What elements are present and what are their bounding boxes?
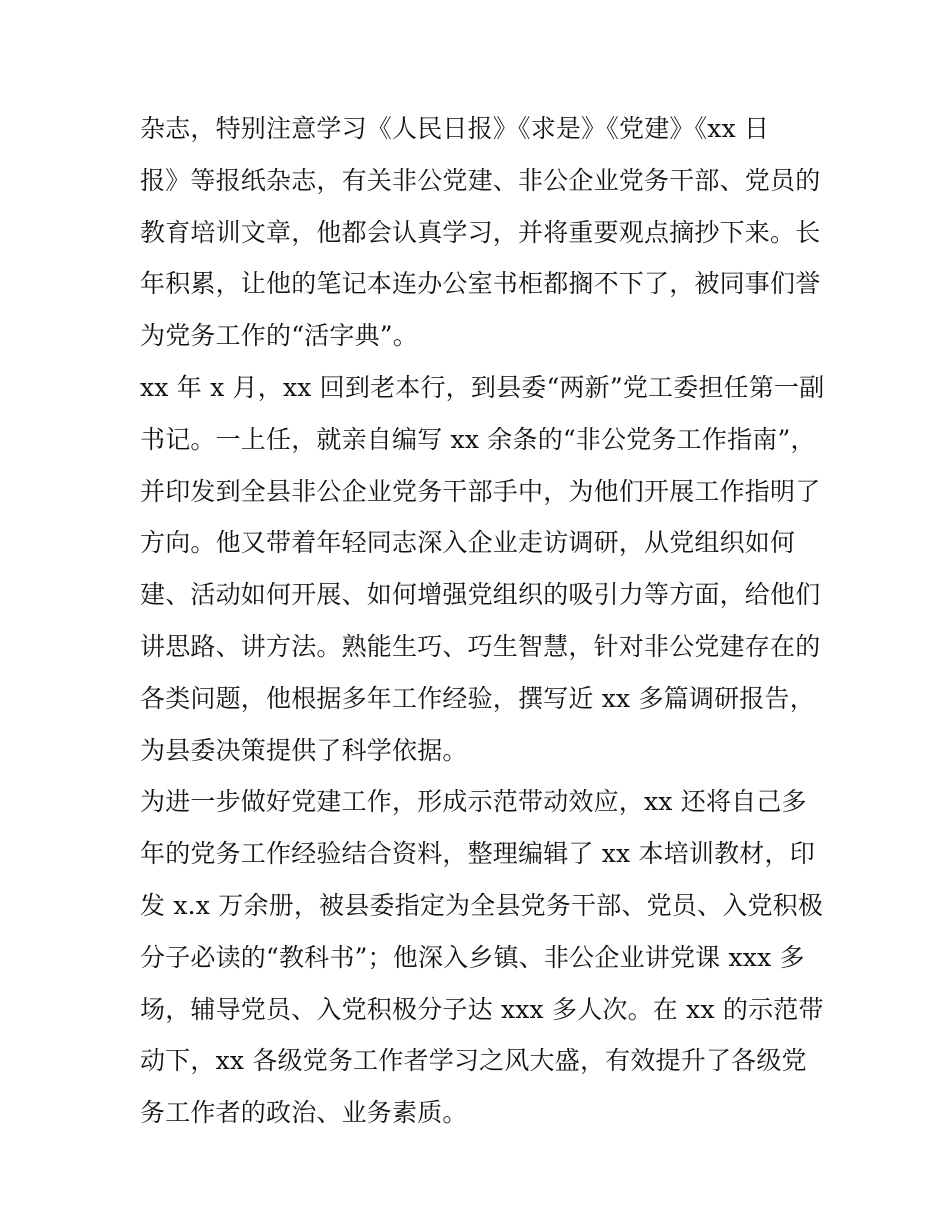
text-line: 为党务工作的“活字典”。 bbox=[140, 321, 418, 351]
text-line: xx 年 x 月，xx 回到老本行，到县委“两新”党工委担任第一副 bbox=[140, 372, 825, 402]
text-line: 动下，xx 各级党务工作者学习之风大盛，有效提升了各级党 bbox=[140, 1046, 807, 1076]
text-line: 发 x.x 万余册，被县委指定为全县党务干部、党员、入党积极 bbox=[140, 890, 824, 920]
text-line: 年积累，让他的笔记本连办公室书柜都搁不下了，被同事们誉 bbox=[140, 269, 821, 299]
body-text bbox=[140, 103, 825, 1139]
text-line: 分子必读的“教科书”；他深入乡镇、非公企业讲党课 xxx 多 bbox=[140, 942, 805, 972]
text-line: 教育培训文章，他都会认真学习，并将重要观点摘抄下来。长 bbox=[140, 217, 821, 247]
text-line: 杂志，特别注意学习《人民日报》《求是》《党建》《xx 日 bbox=[140, 114, 770, 143]
text-line: 方向。他又带着年轻同志深入企业走访调研，从党组织如何 bbox=[140, 528, 796, 558]
text-line: 讲思路、讲方法。熟能生巧、巧生智慧，针对非公党建存在的 bbox=[140, 631, 821, 661]
text-line: 场，辅导党员、入党积极分子达 xxx 多人次。在 xx 的示范带 bbox=[140, 994, 824, 1024]
text-line: 务工作者的政治、业务素质。 bbox=[140, 1098, 468, 1128]
text-line: 建、活动如何开展、如何增强党组织的吸引力等方面，给他们 bbox=[140, 580, 821, 610]
text-line: 年的党务工作经验结合资料，整理编辑了 xx 本培训教材，印 bbox=[140, 839, 815, 869]
text-line: 书记。一上任，就亲自编写 xx 余条的“非公党务工作指南”， bbox=[140, 424, 816, 454]
text-line: 并印发到全县非公企业党务干部手中，为他们开展工作指明了 bbox=[140, 476, 821, 506]
text-line: 报》等报纸杂志，有关非公党建、非公企业党务干部、党员的 bbox=[140, 165, 821, 195]
text-line: 为进一步做好党建工作，形成示范带动效应，xx 还将自己多 bbox=[140, 787, 807, 817]
text-line: 各类问题，他根据多年工作经验，撰写近 xx 多篇调研报告， bbox=[140, 683, 815, 713]
text-line: 为县委决策提供了科学依据。 bbox=[140, 735, 468, 765]
